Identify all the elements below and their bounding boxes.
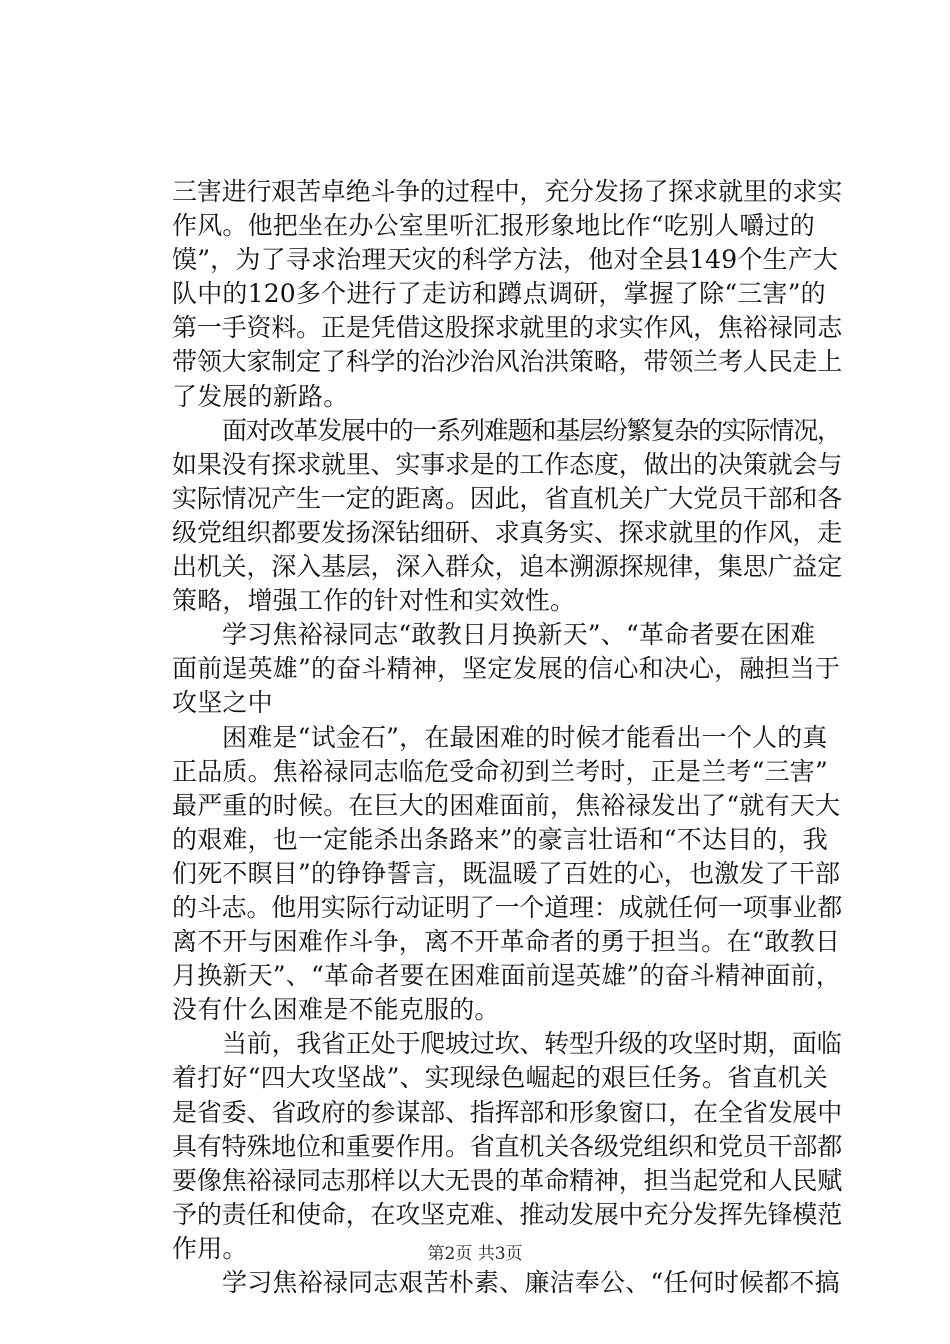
text-line: 第一手资料。正是凭借这股探求就里的求实作风，焦裕禄同志 (172, 313, 843, 343)
paragraph-first-line: 困难是“试金石”，在最困难的时候才能看出一个人的真 (222, 722, 828, 752)
text-line: 级党组织都要发扬深钻细研、求真务实、探求就里的作风，走 (172, 517, 843, 547)
text-line: 攻坚之中 (172, 688, 273, 718)
text-line: 作风。他把坐在办公室里听汇报形象地比作“吃别人嚼过的 (172, 211, 815, 241)
text-line: 带领大家制定了科学的治沙治风治洪策略，带领兰考人民走上 (172, 347, 843, 377)
text-line: 的斗志。他用实际行动证明了一个道理：成就任何一项事业都 (172, 892, 843, 922)
text-line: 三害进行艰苦卓绝斗争的过程中，充分发扬了探求就里的求实 (172, 177, 843, 206)
text-line: 馍”，为了寻求治理天灾的科学方法，他对全县149个生产大 (172, 245, 839, 275)
text-line: 予的责任和使命，在攻坚克难、推动发展中充分发挥先锋模范 (172, 1199, 843, 1229)
body-text (172, 175, 842, 1300)
text-line: 实际情况产生一定的距离。因此，省直机关广大党员干部和各 (172, 483, 843, 513)
text-line: 月换新天”、“革命者要在困难面前逞英雄”的奋斗精神面前， (172, 961, 841, 991)
text-line: 正品质。焦裕禄同志临危受命初到兰考时，正是兰考“三害” (172, 756, 828, 786)
paragraph-first-line: 当前，我省正处于爬坡过坎、转型升级的攻坚时期，面临 (222, 1029, 842, 1059)
text-line: 策略，增强工作的针对性和实效性。 (172, 586, 576, 616)
text-line: 着打好“四大攻坚战”、实现绿色崛起的艰巨任务。省直机关 (172, 1063, 828, 1093)
text-line: 面前逞英雄”的奋斗精神，坚定发展的信心和决心，融担当于 (172, 654, 841, 684)
text-line: 最严重的时候。在巨大的困难面前，焦裕禄发出了“就有天大 (172, 790, 841, 820)
text-line: 如果没有探求就里、实事求是的工作态度，做出的决策就会与 (172, 449, 843, 479)
paragraph-first-line: 面对改革发展中的一系列难题和基层纷繁复杂的实际情况， (222, 415, 841, 445)
text-line: 没有什么困难是不能克服的。 (172, 995, 500, 1025)
text-line: 作用。 (172, 1233, 248, 1263)
text-line: 要像焦裕禄同志那样以大无畏的革命精神，担当起党和人民赋 (172, 1165, 843, 1195)
paragraph-first-line: 学习焦裕禄同志艰苦朴素、廉洁奉公、“任何时候都不搞 (222, 1268, 840, 1297)
text-line: 离不开与困难作斗争，离不开革命者的勇于担当。在“敢教日 (172, 927, 841, 957)
text-line: 队中的120多个进行了走访和蹲点调研，掌握了除“三害”的 (172, 279, 826, 309)
text-line: 们死不瞑目”的铮铮誓言，既温暖了百姓的心，也激发了干部 (172, 858, 841, 888)
text-line: 是省委、省政府的参谋部、指挥部和形象窗口，在全省发展中 (172, 1097, 843, 1127)
paragraph-first-line: 学习焦裕禄同志“敢教日月换新天”、“革命者要在困难 (222, 620, 816, 650)
text-line: 具有特殊地位和重要作用。省直机关各级党组织和党员干部都 (172, 1131, 843, 1161)
text-line: 了发展的新路。 (172, 381, 349, 411)
text-line: 出机关，深入基层，深入群众，追本溯源探规律，集思广益定 (172, 552, 843, 582)
text-line: 的艰难，也一定能杀出条路来”的豪言壮语和“不达目的，我 (172, 824, 828, 854)
page-footer: 第2页 共3页 (427, 1244, 523, 1264)
